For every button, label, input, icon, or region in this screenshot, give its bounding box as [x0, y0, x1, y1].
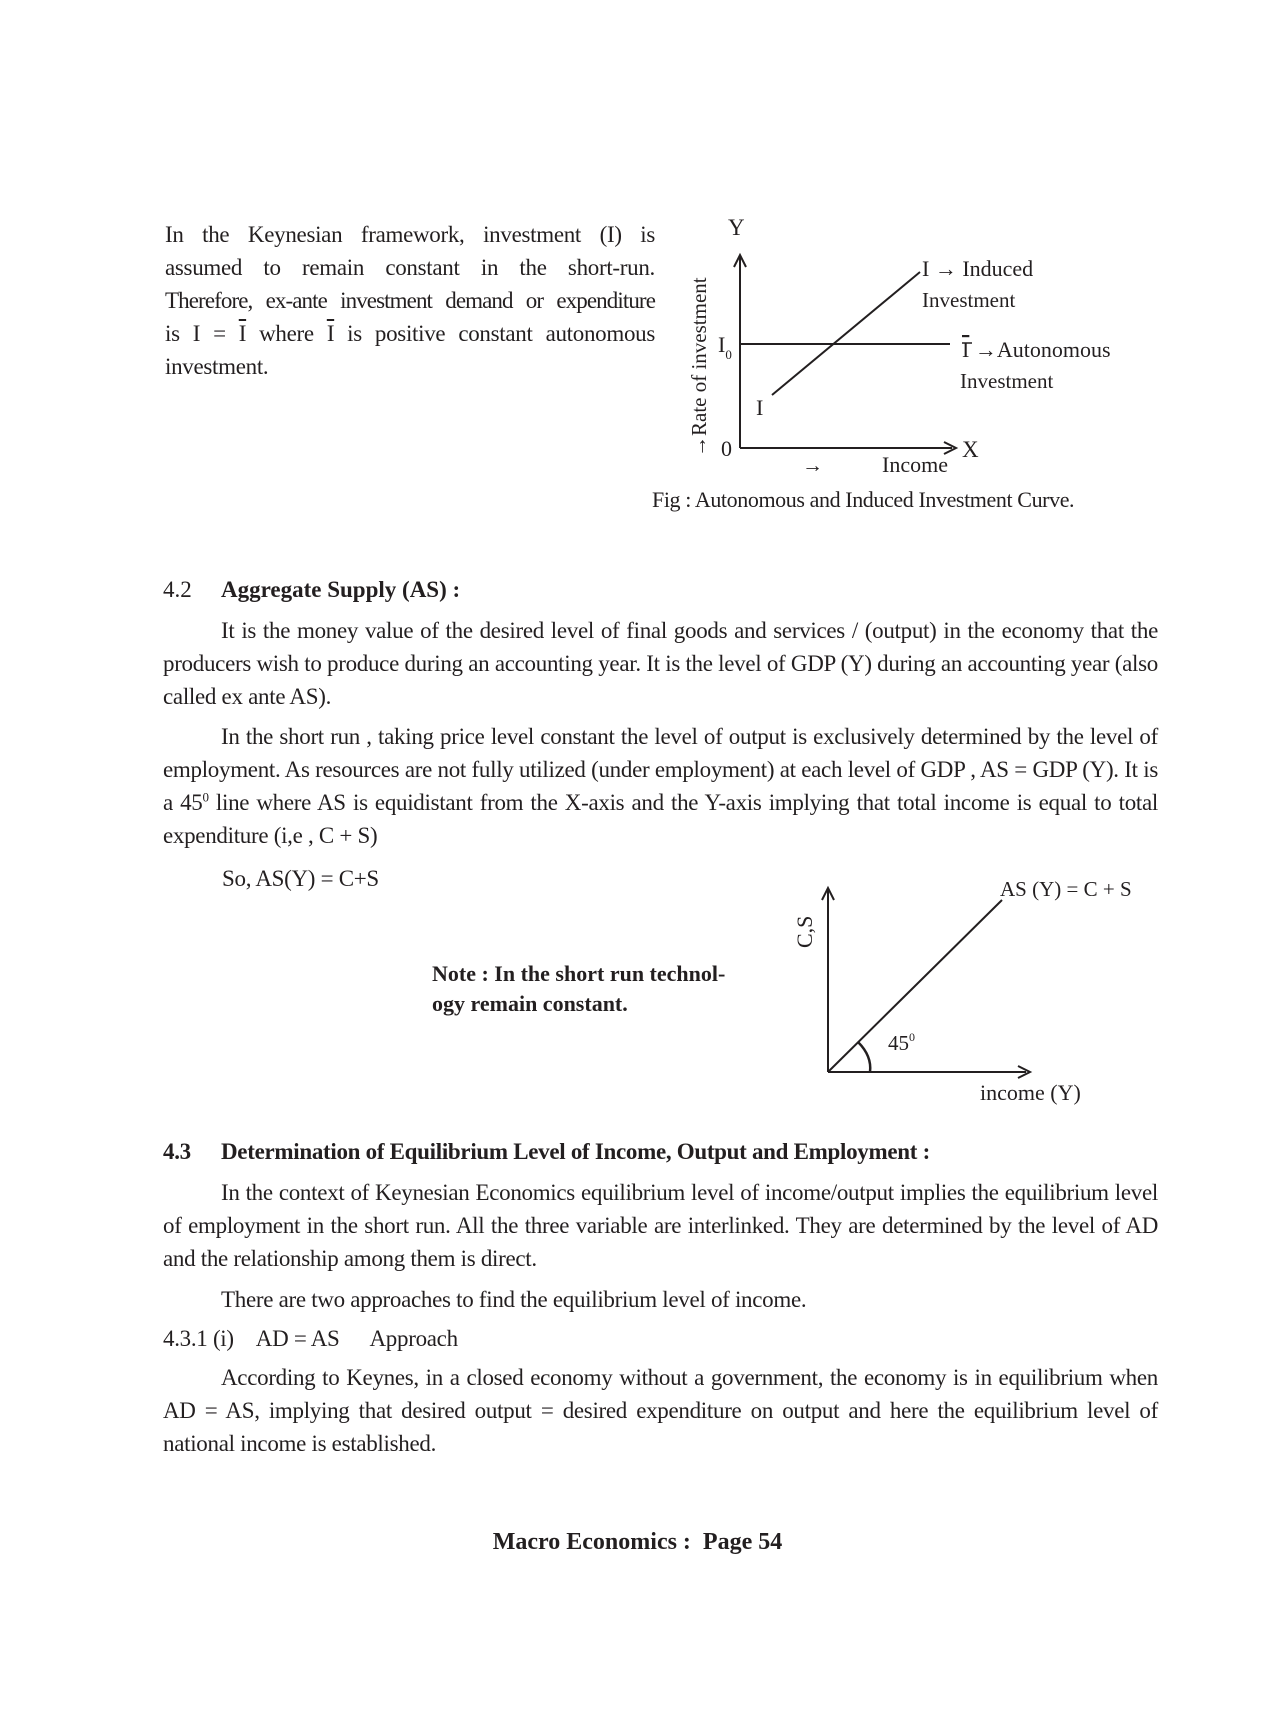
section-number: 4.2: [163, 577, 192, 602]
fig1-y-axis-title-rotated: →Rate of investment: [687, 277, 711, 457]
section-4-3-paragraph-3: According to Keynes, in a closed economy without a government, the economy is in equilibrium when AD = AS, implying that desired output = desired expenditure on output and here the equilibrium level of national income is established.: [163, 1365, 1158, 1456]
section-4-3-paragraph-2: There are two approaches to find the equilibrium level of income.: [221, 1287, 807, 1312]
fig1-autonomous-label-1: I →Autonomous: [962, 337, 1111, 362]
fig1-caption: Fig : Autonomous and Induced Investment Curve.: [652, 487, 1075, 512]
fig2-angle-label: $45^0$: [888, 1030, 915, 1055]
note-line-2: ogy remain constant.: [432, 991, 628, 1016]
fig1-x-axis-title: Income: [882, 452, 948, 477]
intro-line-1: In the Keynesian framework, investment (I) is: [165, 222, 655, 247]
fig2-y-axis-title: C,S: [792, 915, 817, 948]
fig1-x-axis-arrow: →: [802, 453, 823, 477]
fig1-induced-label-2: Investment: [922, 288, 1016, 312]
as-formula: So, AS(Y) = C+S: [222, 866, 379, 891]
fig1-i0-label: $I_0$: [718, 332, 732, 362]
i-bar-symbol: $\overline{I}$: [238, 321, 247, 346]
angle-arc: [858, 1042, 870, 1072]
section-title: Determination of Equilibrium Level of Income, Output and Employment :: [221, 1139, 930, 1164]
note-box: [432, 959, 725, 1019]
subsection-word: Approach: [369, 1326, 458, 1351]
induced-investment-line: [772, 272, 920, 395]
intro-line-3: Therefore, ex-ante investment demand or expenditure: [165, 288, 655, 313]
fig1-autonomous-label-2: Investment: [960, 369, 1054, 393]
page-footer: Macro Economics : Page 54: [492, 1529, 783, 1555]
fig2-line-label: AS (Y) = C + S: [1000, 877, 1132, 901]
section-title: Aggregate Supply (AS) :: [221, 577, 461, 602]
section-4-3-heading: [163, 1139, 930, 1165]
section-4-3-paragraph-1: In the context of Keynesian Economics equilibrium level of income/output implies the equilibrium level of employment in the short run. All the three variable are interlinked. They are determined by the level of AD and the relationship among them is direct.: [163, 1180, 1158, 1271]
subsection-4-3-1-heading: [163, 1322, 458, 1355]
subsection-number: 4.3.1 (i): [163, 1326, 234, 1351]
fig1-induced-label-1: I → Induced: [922, 256, 1034, 281]
section-4-2-paragraph-1: It is the money value of the desired level of final goods and services / (output) in the economy that the producers wish to produce during an accounting year. It is the level of GDP (Y) during an accounting year (also called ex ante AS).: [163, 618, 1158, 709]
aggregate-supply-figure: [780, 868, 1180, 1108]
fig2-x-axis-title: income (Y): [980, 1080, 1081, 1105]
intro-line-2: assumed to remain constant in the short-run.: [165, 255, 655, 280]
fig1-induced-start-label: I: [756, 395, 764, 420]
section-number: 4.3: [163, 1139, 191, 1164]
fig1-x-label: X: [962, 437, 979, 462]
investment-curve-figure: [660, 215, 1180, 520]
i-bar-symbol: $\overline{I}$: [326, 321, 335, 346]
fig1-origin-label: 0: [721, 436, 732, 461]
as-45-degree-line: [828, 900, 1002, 1072]
note-line-1: Note : In the short run technol-: [432, 961, 726, 986]
intro-paragraph: [165, 218, 655, 383]
fig1-y-label: Y: [728, 215, 745, 240]
section-4-2-paragraph-2: In the short run , taking price level constant the level of output is exclusively determined by the level of employment. As resources are not fully utilized (under employment) at each level of GDP , AS = GDP (Y). It is a $45^0$ line where AS is equidistant from the X-axis and the Y-axis implying that total income is equal to total expenditure (i,e , C + S): [163, 724, 1158, 848]
subsection-title: AD = AS: [255, 1326, 340, 1351]
intro-line-4: is $I = \overline{I}$ where $\overline{I}$ is positive constant autonomous: [165, 321, 656, 346]
intro-line-5: investment.: [165, 354, 269, 379]
section-4-2-heading: [163, 577, 460, 603]
